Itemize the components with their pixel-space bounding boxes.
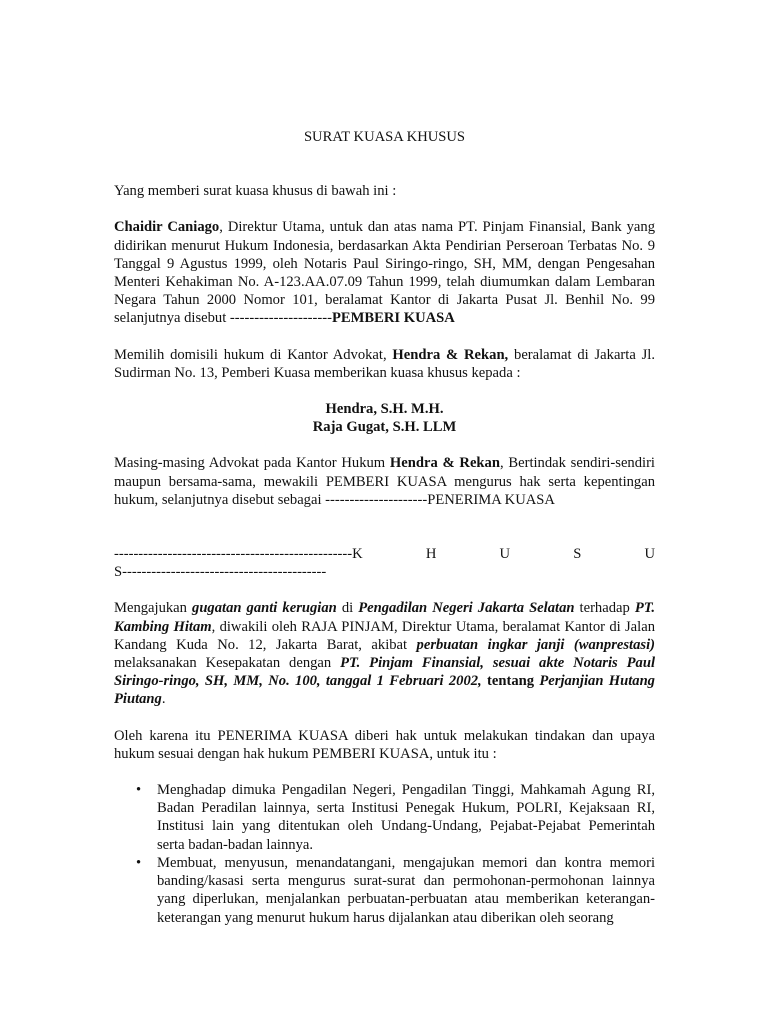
- lawsuit-text-end: .: [161, 691, 166, 708]
- defendant-name: PT. Kambing Hitam: [114, 600, 655, 635]
- list-item-text: Membuat, menyusun, menandatangani, mengajukan memori dan kontra memori banding/kasasi serta mengurus surat-surat dan permohonan-permohonan lainnya yang diperlukan, menjalankan perbuatan-perbuatan atau memberikan keterangan-keterangan yang menurut hukum harus dijalankan atau diberikan oleh seorang: [157, 854, 655, 926]
- lawsuit-text-4: , diwakili oleh RAJA PINJAM, Direktur Utama, beralamat Kantor di Jalan Kandang Kuda No. 12, Jakarta Barat, akibat: [114, 618, 655, 653]
- law-firm-name: Hendra & Rekan,: [392, 346, 509, 363]
- grantee-paragraph: [114, 454, 655, 509]
- khusus-heading: [114, 545, 655, 581]
- khusus-line-2: S------------------------------------------: [114, 564, 327, 581]
- document-title: SURAT KUASA KHUSUS: [303, 129, 466, 145]
- lawsuit-text-5: melaksanakan Kesepakatan dengan: [114, 655, 341, 672]
- attorney-name-2: Raja Gugat, S.H. LLM: [312, 419, 457, 436]
- khusus-letter-u2: U: [644, 546, 655, 563]
- grantee-label: PENERIMA KUASA: [427, 491, 555, 508]
- lawsuit-type: gugatan ganti kerugian: [192, 600, 337, 617]
- authority-paragraph: Oleh karena itu PENERIMA KUASA diberi hak untuk melakukan tindakan dan upaya hukum sesuai dengan hak hukum PEMBERI KUASA, untuk itu :: [114, 727, 655, 762]
- court-name: Pengadilan Negeri Jakarta Selatan: [358, 600, 575, 617]
- domicile-text: Memilih domisili hukum di Kantor Advokat,: [114, 346, 393, 363]
- grantor-paragraph: [114, 218, 655, 327]
- khusus-letter-h: H: [425, 546, 437, 563]
- grantor-details: , Direktur Utama, untuk dan atas nama PT. Pinjam Finansial, Bank yang didirikan menurut Hukum Indonesia, berdasarkan Akta Pendirian Perseroan Terbatas No. 9 Tanggal 9 Agustus 1999, oleh Notaris Paul Siringo-ringo, SH, MM, dengan Pengesahan Menteri Kehakiman No. A-123.AA.07.09 Tahun 1999, telah diumumkan dalam Lembaran Negara Tahun 2000 Nomor 101, beralamat Kantor di Jakarta Pusat Jl. Benhil No. 99 selanjutnya disebut ---------------------: [114, 219, 655, 327]
- lawsuit-paragraph: [114, 599, 655, 708]
- law-firm-name-2: Hendra & Rekan: [389, 455, 500, 472]
- lawsuit-text-6: tentang: [481, 673, 540, 690]
- intro-paragraph: Yang memberi surat kuasa khusus di bawah ini :: [114, 183, 397, 200]
- khusus-line-1: [114, 545, 655, 563]
- grantee-text-end: , Bertindak sendiri-sendiri maupun bersama-sama, mewakili PEMBERI KUASA mengurus hak serta kepentingan hukum, selanjutnya disebut sebagai ---------------------: [114, 455, 655, 508]
- lawsuit-text-3: terhadap: [574, 600, 635, 617]
- domicile-text-end: beralamat di Jakarta Jl. Sudirman No. 13, Pemberi Kuasa memberikan kuasa khusus kepada :: [114, 346, 655, 381]
- grantor-name: Chaidir Caniago: [114, 219, 220, 236]
- agreement-title: Perjanjian Hutang Piutang: [114, 673, 655, 708]
- document-body: [114, 128, 655, 927]
- list-item: [114, 781, 655, 854]
- bullet-icon: •: [136, 782, 142, 799]
- khusus-dashes: -------------------------------------------------K: [114, 546, 363, 563]
- agreement-reference: PT. Pinjam Finansial, sesuai akte Notaris Paul Siringo-ringo, SH, MM, No. 100, tanggal 1 Februari 2002,: [114, 655, 655, 690]
- grantor-label: PEMBERI KUASA: [331, 310, 455, 327]
- lawsuit-text-1: Mengajukan: [114, 600, 193, 617]
- authority-list: [114, 781, 655, 927]
- bullet-icon: •: [136, 854, 142, 871]
- domicile-paragraph: [114, 346, 655, 382]
- khusus-letter-u: U: [499, 546, 511, 563]
- lawsuit-text-2: di: [336, 600, 359, 617]
- list-item: [114, 854, 655, 927]
- attorney-names: [114, 400, 655, 436]
- attorney-name-1: Hendra, S.H. M.H.: [325, 401, 444, 418]
- breach-type: perbuatan ingkar janji (wanprestasi): [416, 636, 655, 653]
- list-item-text: Menghadap dimuka Pengadilan Negeri, Pengadilan Tinggi, Mahkamah Agung RI, Badan Peradilan lainnya, serta Institusi Penegak Hukum, POLRI, Kejaksaan RI, Institusi lain yang ditentukan oleh Undang-Undang, Pejabat-Pejabat Pemerintah serta badan-badan lainnya.: [157, 782, 655, 853]
- khusus-letter-s: S: [573, 546, 582, 563]
- grantee-text: Masing-masing Advokat pada Kantor Hukum: [114, 455, 390, 472]
